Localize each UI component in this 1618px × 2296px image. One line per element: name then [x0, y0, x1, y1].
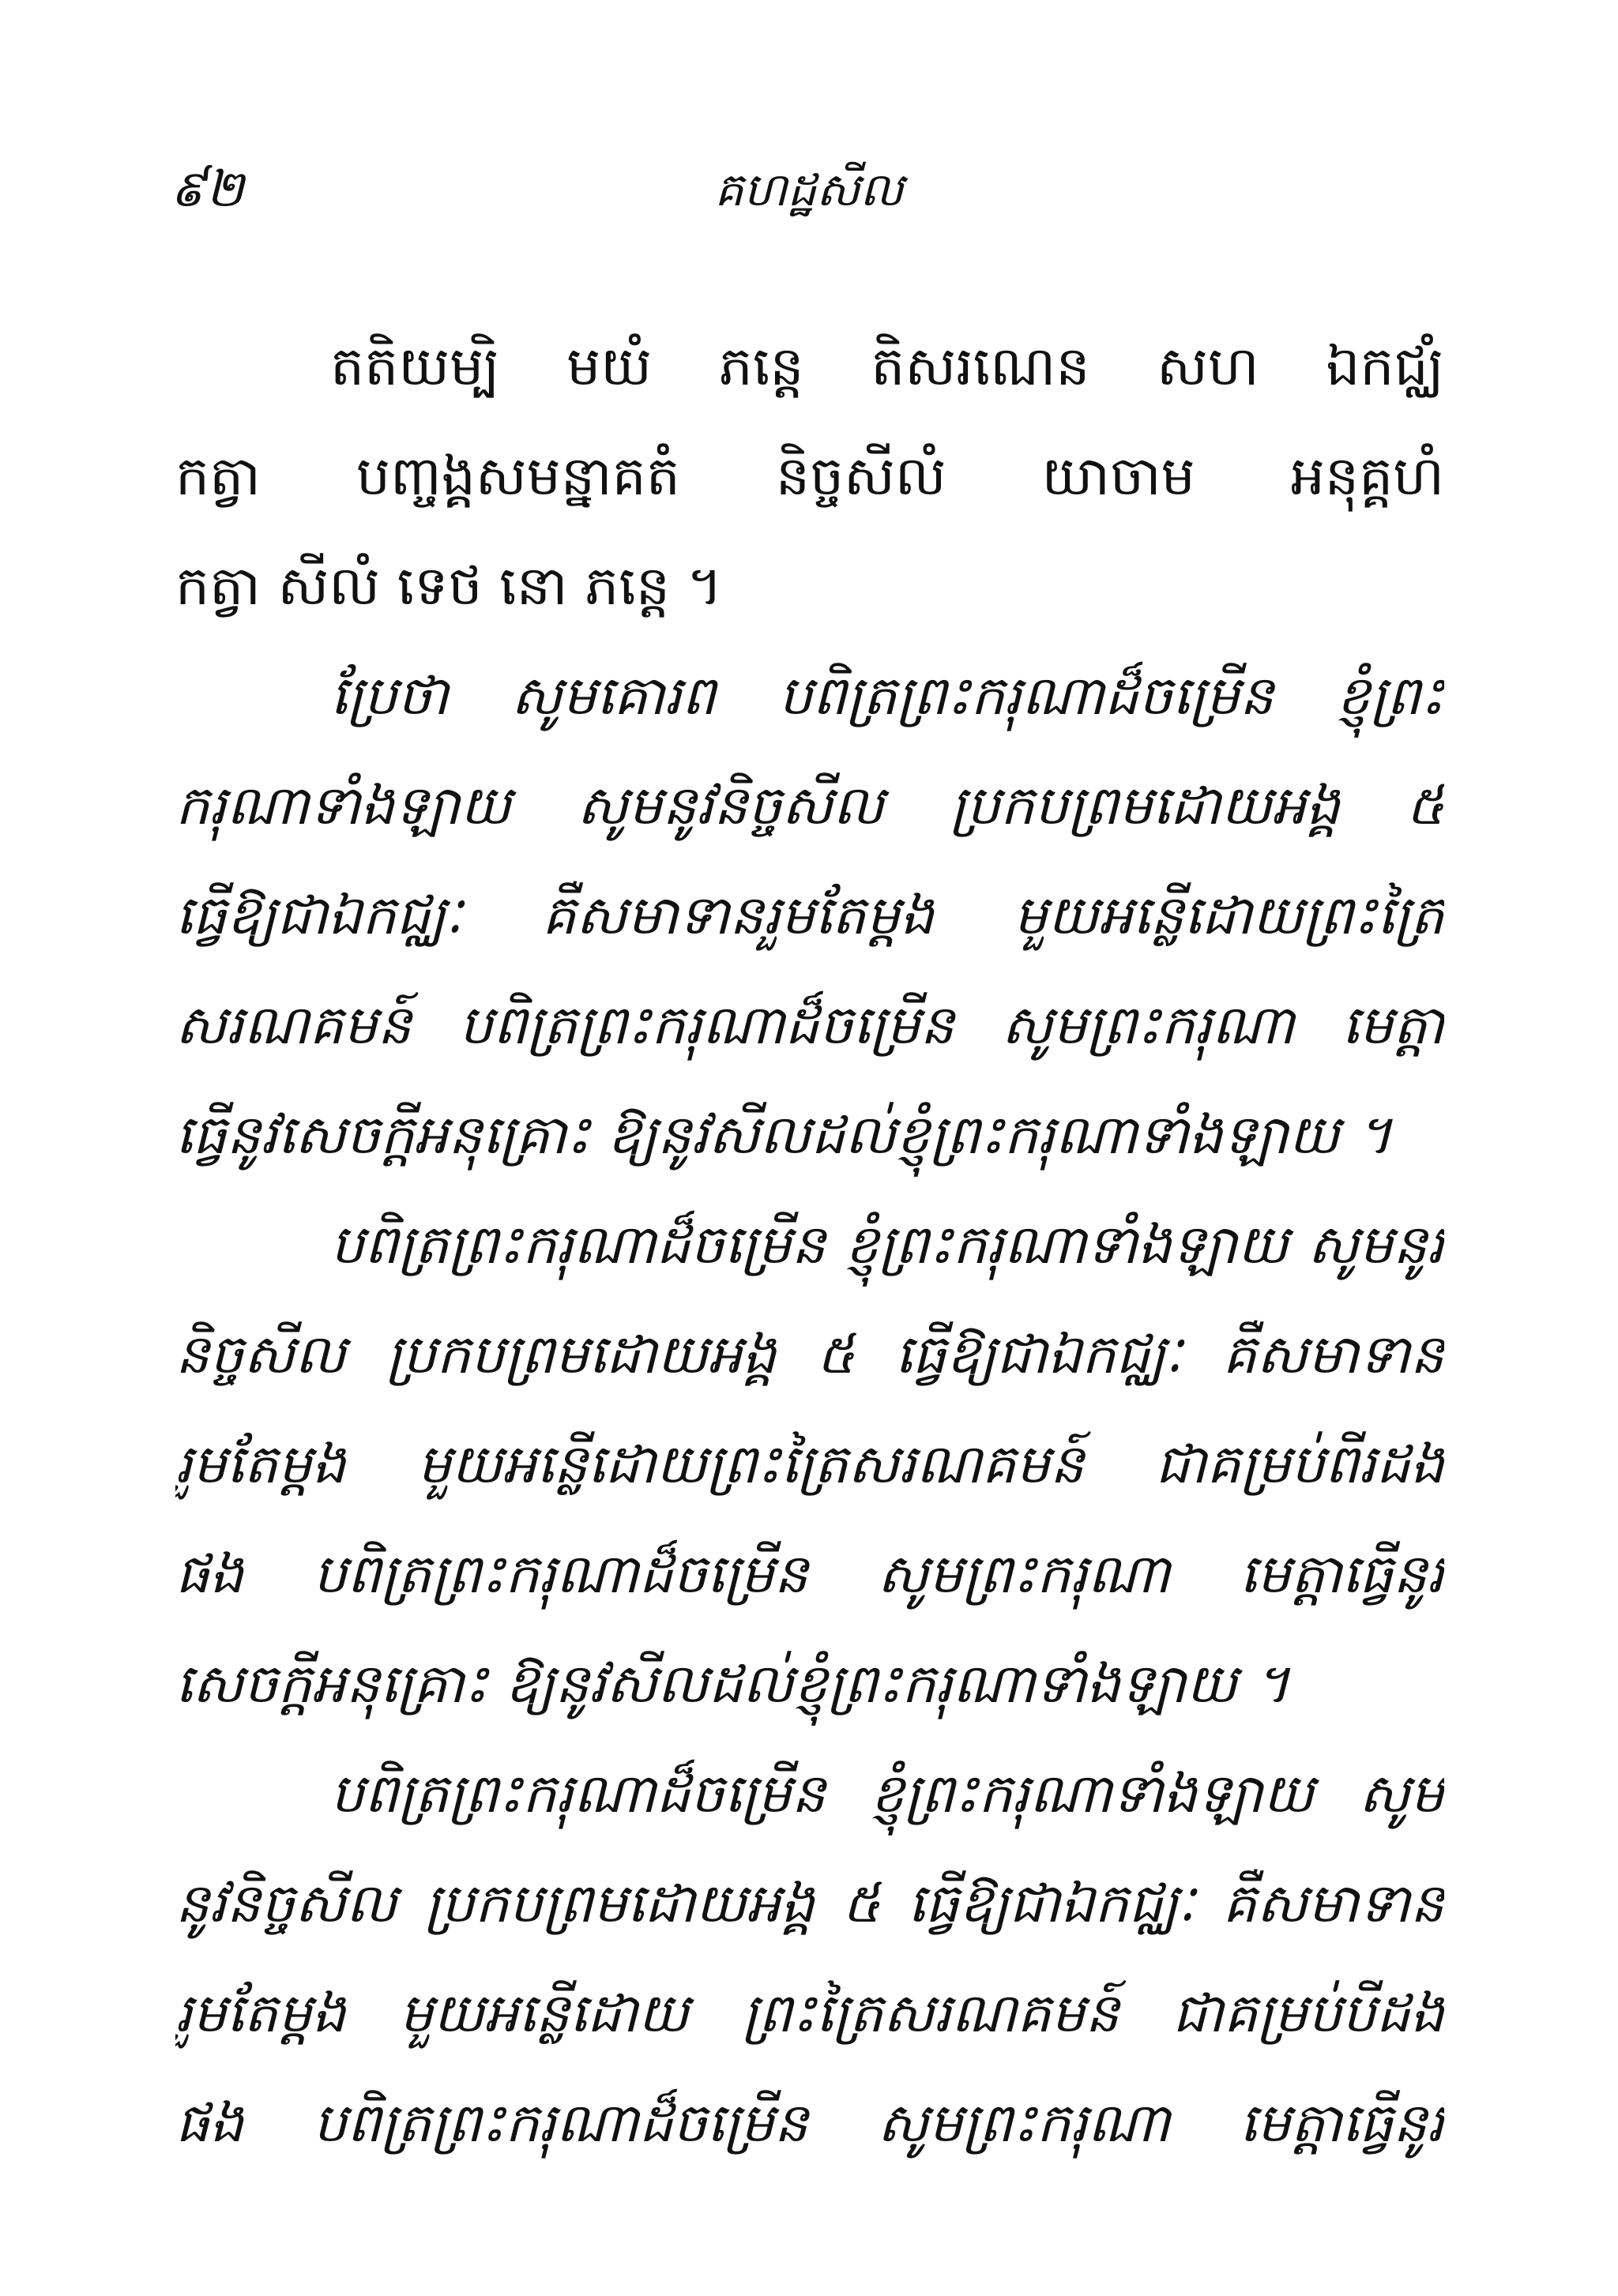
- body-text: [175, 312, 1444, 2178]
- running-title: គហដ្ឋសីល: [714, 163, 904, 216]
- text-line: ធ្វើនូវសេចក្តីអនុគ្រោះ ឱ្យនូវសីលដល់ខ្ញុំព្រះករុណាទាំងឡាយ ។: [175, 1104, 1393, 1167]
- page-header: [170, 154, 1448, 225]
- page-number: ៩២: [170, 160, 244, 219]
- text-line: រួមតែម្តង មួយអន្លើដោយព្រះត្រៃសរណគមន៍ ជាគម្រប់ពីរដង: [175, 1434, 1444, 1496]
- text-line: កត្វា បញ្ចង្គសមន្នាគតំ និច្ចសីលំ យាចាម អនុគ្គហំ: [175, 445, 1444, 508]
- text-line: កត្វា សីលំ ទេថ នោ ភន្តេ ។: [175, 555, 723, 618]
- text-line: សេចក្តីអនុគ្រោះ ឱ្យនូវសីលដល់ខ្ញុំព្រះករុណាទាំងឡាយ ។: [175, 1653, 1290, 1715]
- text-line: សរណគមន៍ បពិត្រព្រះករុណាដ៏ចម្រើន សូមព្រះករុណា មេត្តា: [175, 994, 1444, 1057]
- text-line: បពិត្រព្រះករុណាដ៏ចម្រើន ខ្ញុំព្រះករុណាទាំងឡាយ សូម: [330, 1763, 1444, 1825]
- text-line: ប្រែថា សូមគោរព បពិត្រព្រះករុណាដ៏ចម្រើន ខ្ញុំព្រះ: [330, 665, 1444, 727]
- text-line: បពិត្រព្រះករុណាដ៏ចម្រើន ខ្ញុំព្រះករុណាទាំងឡាយ សូមនូវ: [330, 1214, 1444, 1276]
- text-line: ផង បពិត្រព្រះករុណាដ៏ចម្រើន សូមព្រះករុណា មេត្តាធ្វើនូវ: [175, 1543, 1444, 1606]
- text-line: ធ្វើឱ្យជាឯកជ្ឈៈ គឺសមាទានរួមតែម្តង មួយអន្លើដោយព្រះត្រៃ: [175, 885, 1444, 947]
- text-line: រួមតែម្តង មួយអន្លើដោយ ព្រះត្រៃសរណគមន៍ ជាគម្រប់បីដង: [175, 1982, 1444, 2045]
- text-line: តតិយម្បិ មយំ ភន្តេ តិសរណេន សហ ឯកជ្ឈំ: [330, 336, 1444, 398]
- text-line: ករុណាទាំងឡាយ សូមនូវនិច្ចសីល ប្រកបព្រមដោយអង្គ ៥: [175, 775, 1444, 837]
- text-line: ផង បពិត្រព្រះករុណាដ៏ចម្រើន សូមព្រះករុណា មេត្តាធ្វើនូវ: [175, 2092, 1444, 2155]
- text-line: និច្ចសីល ប្រកបព្រមដោយអង្គ ៥ ធ្វើឱ្យជាឯកជ្ឈៈ គឺសមាទាន: [175, 1324, 1444, 1386]
- text-line: នូវនិច្ចសីល ប្រកបព្រមដោយអង្គ ៥ ធ្វើឱ្យជាឯកជ្ឈៈ គឺសមាទាន: [175, 1873, 1444, 1935]
